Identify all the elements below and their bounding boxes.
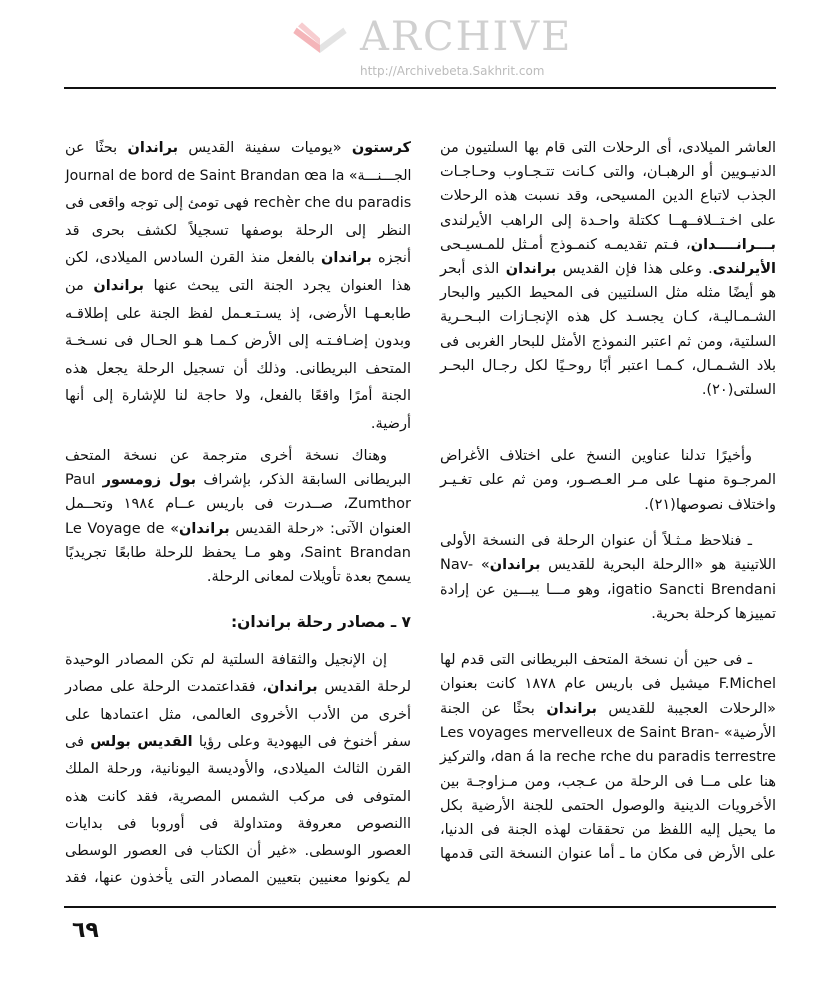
text-line [440,602,776,626]
text-line [440,745,776,769]
section-heading [65,610,411,634]
text-segment: بالفعل منذ القرن السادس الميلادى، لكن [65,250,322,267]
text-line [65,730,411,754]
text-line [440,493,776,517]
text-line [65,839,411,863]
text-segment: بحثًا عن الجنة [440,700,547,717]
text-line [440,378,776,402]
bold-name: الأيرلندى [712,261,776,277]
text-segment: ـ فنلاحظ مـثـلاً أن عنوان الرحلة فى النسخة الأولى [440,533,752,549]
text-segment: لرحلة القديس [317,679,411,696]
text-segment: النظر إلى الرحلة بوصفها تسجيلاً لكشف بحرى قد [65,222,411,239]
text-segment: وهناك نسخة أخرى مترجمة عن نسخة المتحف [65,448,387,464]
text-segment: طابعـهـا الأرضى، إذ يسـتـعـمل لفظ الجنة على إطلاقـه [65,305,411,322]
text-line [65,703,411,727]
text-segment: الشـمـاليـة، كـان يجسـد كل هذه الإنجـازات البـحـرية [440,309,776,326]
text-segment: العاشر الميلادى، أى الرحلات التى قام بها السلتيون من [440,140,776,156]
watermark-word: ARCHIVE [360,14,573,60]
text-segment: ، فـتم تقديمـه كنمـوذج أمـثل للمـسيـحى [440,236,691,253]
text-line [440,305,776,329]
text-segment: المتوفى فى مركب الشمس المصرية، فقد كانت هذه [65,788,411,805]
text-line [65,444,411,468]
text-segment: السلتى(٢٠). [701,382,776,398]
text-line [440,444,776,468]
text-line [65,274,411,298]
text-segment: Saint Brandan، وهو مـا يحفظ للرحلة طابعًا تجريديًا [65,544,411,561]
text-line [65,246,411,270]
text-line [65,468,411,492]
text-segment: » Le Voyage de [65,520,180,537]
left-column [65,0,411,985]
text-segment: هذا العنوان يجرد الجنة التى يبحث عنها [143,278,411,294]
text-segment: Paul [65,472,103,489]
bold-name: براندان [267,679,318,696]
text-segment: . وعلى هذا فإن القديس [556,261,713,277]
text-segment: العصور الوسطى. «غير أن الكتاب فى العصور الوسطى [65,843,411,860]
text-segment: أرضية. [370,416,411,432]
text-segment: المرجـوة منهـا على مـر العـصـور، ومن ثم على تغـيـر [440,472,776,489]
text-segment: » Nav-‎ [439,557,490,574]
text-line [65,191,411,215]
text-segment: هو أيضًا مثله مثل السلتيين فى المحيط الكبير والبحار [440,285,776,302]
text-line [440,553,776,577]
text-segment: الذى أبحر [440,261,506,277]
watermark-url: http://Archivebeta.Sakhrit.com [360,64,545,78]
text-line [65,357,411,381]
text-line [440,794,776,818]
text-segment: إن الإنجيل والثقافة السلتية لم تكن المصادر الوحيدة [65,652,387,668]
text-line [440,721,776,745]
bold-name: القديس بولس [90,733,193,750]
text-segment: العنوان الآتى: «رحلة القديس [229,520,411,537]
text-segment: البريطانى السابقة الذكر، بإشراف [196,472,411,489]
text-line [65,412,411,436]
text-segment: igatio Sancti Brendani، وهو مـــا يبـــين عن إرادة [440,581,776,598]
text-line [440,818,776,842]
text-segment: ما يحيل إليه اللفظ من تحققات لهذه الجنة فى الدنيا، [440,822,776,839]
text-segment: بلاد الشـمـال، كـمـا اعتبر أبًا روحـيًا لكل رجـال البحـر [440,357,776,374]
bold-name: براندان [93,278,144,294]
text-segment: ـ فى حين أن نسخة المتحف البريطانى التى قدم لها [440,652,752,668]
text-line [65,136,411,160]
text-segment: الدنيـويين أو الرهبـان، والتى كـانت تتـجـاوب وحـاجـات [440,164,776,181]
text-segment: فى [65,733,91,750]
text-segment: الجنة أمرًا واقعًا بالفعل، ولا حاجة لنا للإشارة إلى أنها [65,388,411,405]
text-segment: على الأرض فى مكان ما ـ أما عنوان النسخة التى قدمها [440,846,776,863]
text-segment: ٧ ـ مصادر رحلة براندان: [230,613,411,631]
text-segment: «الرحلات العجيبة للقديس [596,700,776,717]
text-segment: تمييزها كرحلة بحرية. [651,606,776,623]
text-segment: F.Michel ميشيل فى باريس عام ١٨٧٨ كانت بعنوان [440,676,776,693]
text-line [440,281,776,305]
page-number: ٦٩ [72,918,99,943]
text-segment: الجـــنـــة» Journal de bord de Saint Brandan œa la [65,167,411,184]
text-segment: من [64,278,94,294]
text-segment: الأرضية» Les voyages mervelleux de Saint Bran-‎ [440,724,776,741]
text-segment: االنصوص معروفة ومتداولة فى أوروبا فى بدايات [65,815,411,832]
text-line [440,233,776,257]
text-segment: ، فقداعتمدت الرحلة على مصادر [64,679,267,696]
text-line [65,675,411,699]
text-line [440,257,776,281]
text-line [440,354,776,378]
text-line [440,578,776,602]
text-line [65,517,411,541]
bold-name: براندان [179,520,230,537]
text-segment: «يوميات سفينة القديس [178,140,352,156]
text-line [65,648,411,672]
text-line [65,492,411,516]
bold-name: براندان [127,140,179,156]
text-segment: سفر أخنوخ فى اليهودية وعلى رؤيا [192,733,411,750]
text-line [65,384,411,408]
text-line [65,785,411,809]
text-segment: Zumthor، صــدرت فى باريس عــام ١٩٨٤ وتحــمل [65,496,411,513]
bold-name: براندان [489,557,541,574]
text-segment: لم يكونوا معنيين بتعيين المصادر التى يأخذون عنها، فقد [65,870,411,887]
text-segment: وأخيرًا تدلنا عناوين النسخ على اختلاف الأغراض [440,448,752,464]
text-segment: المتحف البريطانى. وذلك أن تسجيل الرحلة يجعل هذه [65,360,411,377]
text-line [440,529,776,553]
text-segment: اللاتينية هو «االرحلة البحرية للقديس [540,557,776,574]
text-line [65,329,411,353]
text-line [65,302,411,326]
text-line [65,541,411,565]
bold-name: براندان [546,700,597,717]
text-segment: أخرى من الأدب الأخروى العالمى، مثل اعتمادها على [65,706,411,723]
text-line [65,219,411,243]
text-line [440,330,776,354]
bold-name: بول زومسور [102,472,197,489]
bold-name: براندان [505,261,557,277]
text-line [440,468,776,492]
text-line [440,136,776,160]
text-line [440,770,776,794]
text-segment: dan á la reche rche du paradis terrestre، والتركيز [440,749,776,766]
text-segment: rechèr che du paradis فهى تومئ إلى توجه واقعى فى [65,195,411,212]
text-line [440,209,776,233]
right-column [440,0,776,985]
text-line [440,648,776,672]
text-line [440,160,776,184]
text-line [65,164,411,188]
bold-name: كرستون [351,140,411,156]
text-line [440,672,776,696]
text-segment: هنا على مــا فى الرحلة من عـجب، ومن مـزاوجـة بين [440,773,776,790]
text-segment: يسمح بعدة تأويلات لمعانى الرحلة. [206,569,411,585]
text-line [65,866,411,890]
text-segment: وبدون إضـافـتـه إلى الأرض كـمـا هـو الحـال فى نسـخـة [65,333,411,350]
text-line [440,697,776,721]
bold-name: براندان [321,250,372,267]
text-line [440,184,776,208]
text-line [440,842,776,866]
text-segment: بحثًا عن [65,140,128,156]
text-segment: واختلاف نصوصها(٢١). [644,496,776,513]
text-line [65,757,411,781]
text-segment: السلتية، ومن ثم اعتبر النموذج الأمثل للبحار الغربى فى [440,333,776,350]
text-line [65,565,411,589]
text-segment: الجذب لاتباع الدين المسيحى، وقد نسبت هذه الرحلات [440,188,776,205]
bold-name: بـــرانــــدان [690,236,776,253]
text-segment: أنجزه [371,250,411,267]
text-segment: الأخرويات الدينية والوصول الحتمى للجنة الأرضية بكل [440,797,776,814]
text-segment: القرن الثالث الميلادى، والأوديسة اليونانية، ورحلة الملك [65,761,411,778]
text-line [65,812,411,836]
text-segment: على اخـتــلافــهــا ككتلة واحـدة إلى الراهب الأيرلندى [440,212,776,229]
